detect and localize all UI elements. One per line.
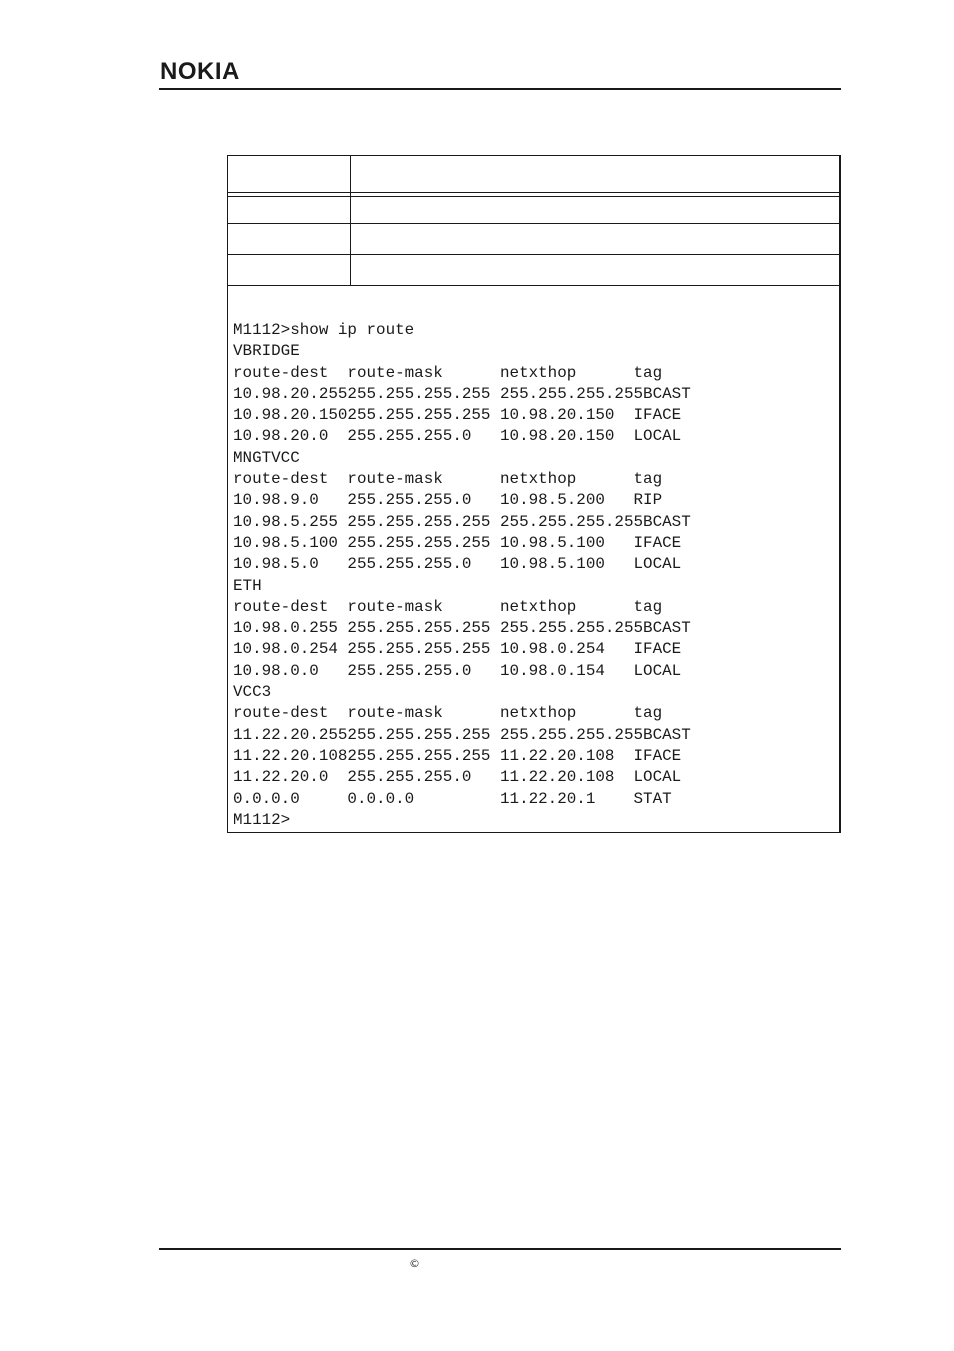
table-row-divider xyxy=(228,223,839,224)
footer-rule xyxy=(159,1248,841,1250)
terminal-line: MNGTVCC xyxy=(233,448,300,467)
table-row-divider xyxy=(228,285,839,286)
terminal-line: route-dest route-mask netxthop tag xyxy=(233,470,663,489)
nokia-logo xyxy=(160,58,270,84)
terminal-line: 0.0.0.0 0.0.0.0 11.22.20.1 STAT xyxy=(233,789,672,808)
terminal-line: 10.98.20.0 255.255.255.0 10.98.20.150 LOCAL xyxy=(233,427,682,446)
terminal-line: 10.98.20.150255.255.255.255 10.98.20.150 IFACE xyxy=(233,406,682,425)
terminal-line: M1112> xyxy=(233,810,291,829)
terminal-line: 10.98.0.254 255.255.255.255 10.98.0.254 IFACE xyxy=(233,640,682,659)
copyright-symbol: © xyxy=(409,1257,420,1270)
terminal-line: 10.98.0.255 255.255.255.255 255.255.255.255BCAST xyxy=(233,619,691,638)
table-column-divider xyxy=(350,156,351,286)
table-row-divider xyxy=(228,254,839,255)
terminal-line: 10.98.5.100 255.255.255.255 10.98.5.100 IFACE xyxy=(233,533,682,552)
terminal-line: 11.22.20.108255.255.255.255 11.22.20.108 IFACE xyxy=(233,746,682,765)
terminal-line: 10.98.5.255 255.255.255.255 255.255.255.255BCAST xyxy=(233,512,691,531)
header-rule xyxy=(159,88,841,90)
terminal-line: 10.98.5.0 255.255.255.0 10.98.5.100 LOCAL xyxy=(233,555,682,574)
terminal-line: 11.22.20.255255.255.255.255 255.255.255.255BCAST xyxy=(233,725,691,744)
terminal-line: 10.98.9.0 255.255.255.0 10.98.5.200 RIP xyxy=(233,491,663,510)
terminal-line: route-dest route-mask netxthop tag xyxy=(233,597,663,616)
terminal-line: route-dest route-mask netxthop tag xyxy=(233,704,663,723)
table-row-divider xyxy=(228,196,839,197)
table-row-divider xyxy=(228,192,839,193)
terminal-line: VCC3 xyxy=(233,683,272,702)
svg-text:NOKIA: NOKIA xyxy=(160,58,240,84)
terminal-line: ETH xyxy=(233,576,262,595)
terminal-line: VBRIDGE xyxy=(233,342,300,361)
terminal-line: 10.98.20.255255.255.255.255 255.255.255.255BCAST xyxy=(233,384,691,403)
terminal-line: M1112>show ip route xyxy=(233,321,415,339)
terminal-line: 10.98.0.0 255.255.255.0 10.98.0.154 LOCAL xyxy=(233,661,682,680)
terminal-line: route-dest route-mask netxthop tag xyxy=(233,363,663,382)
terminal-line: 11.22.20.0 255.255.255.0 11.22.20.108 LOCAL xyxy=(233,768,682,787)
terminal-output xyxy=(233,320,691,831)
